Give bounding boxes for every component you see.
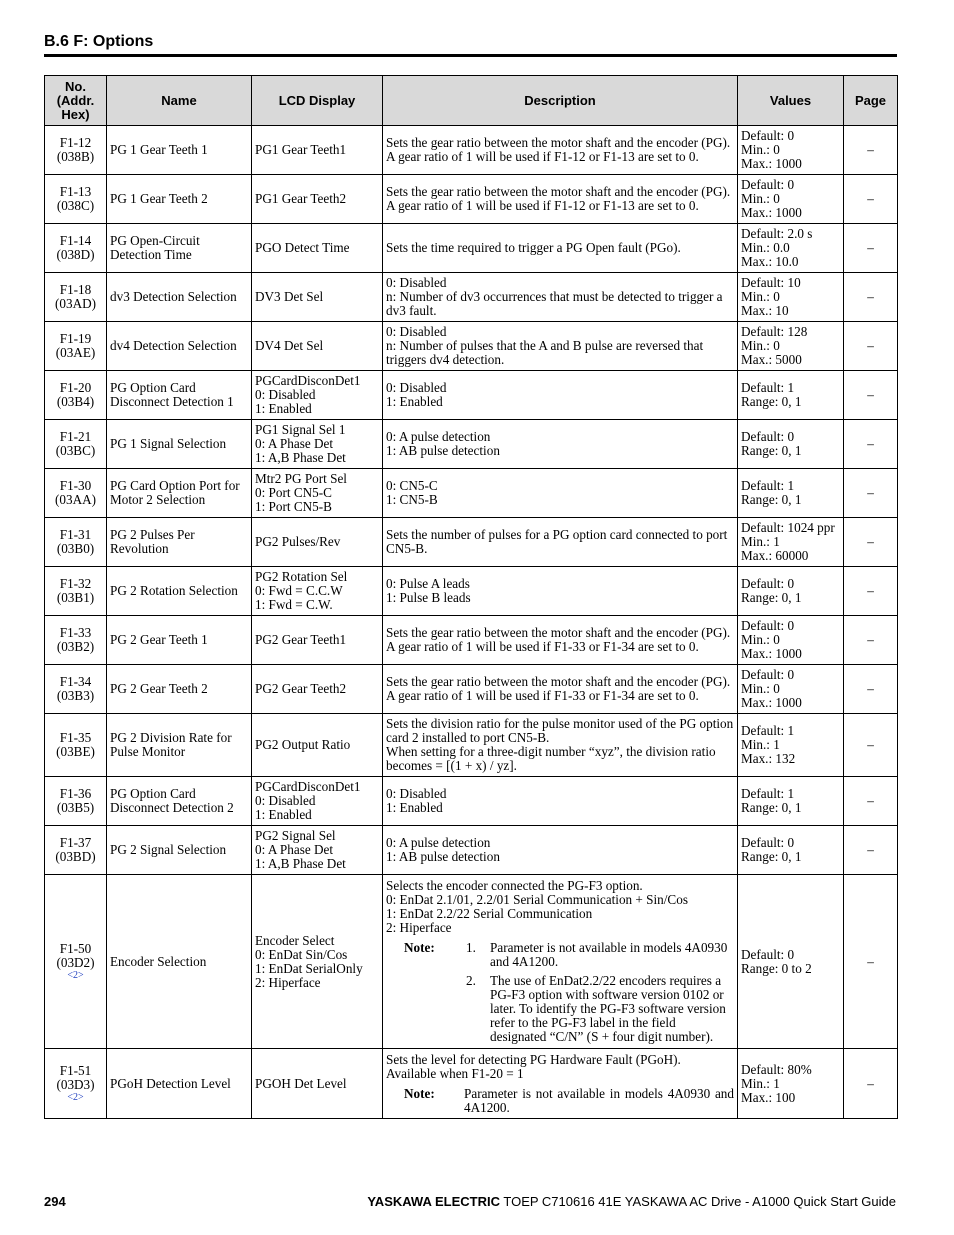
note-text: Parameter is not available in models 4A0930 and 4A1200. (464, 1085, 734, 1115)
values-cell: Default: 128 Min.: 0 Max.: 5000 (738, 322, 844, 371)
parameter-name: PG 1 Gear Teeth 2 (107, 175, 252, 224)
lcd-display: PG1 Gear Teeth2 (252, 175, 383, 224)
lcd-display: PG2 Gear Teeth2 (252, 665, 383, 714)
parameter-number-cell (45, 616, 107, 665)
description-text: Sets the time required to trigger a PG Open fault (PGo). (386, 240, 681, 255)
parameter-name: PG 1 Gear Teeth 1 (107, 126, 252, 175)
description-cell (383, 273, 738, 322)
parameter-name: PG Option Card Disconnect Detection 1 (107, 371, 252, 420)
table-row (45, 1049, 898, 1119)
parameter-name: PG 2 Signal Selection (107, 826, 252, 875)
parameter-number-cell (45, 518, 107, 567)
parameter-number: F1-51 (03D3) (56, 1063, 95, 1092)
parameter-number-cell (45, 777, 107, 826)
values-cell: Default: 0 Range: 0, 1 (738, 826, 844, 875)
parameter-number: F1-32 (03B1) (56, 576, 95, 605)
page-ref-cell: – (844, 273, 898, 322)
description-cell (383, 826, 738, 875)
parameter-name: PG 2 Division Rate for Pulse Monitor (107, 714, 252, 777)
section-title-rule (44, 54, 897, 57)
parameter-number-cell (45, 126, 107, 175)
description-text: 0: Disabled 1: Enabled (386, 380, 447, 409)
values-cell: Default: 0 Min.: 0 Max.: 1000 (738, 616, 844, 665)
parameter-number: F1-31 (03B0) (56, 527, 95, 556)
parameter-number-cell (45, 826, 107, 875)
note-item-number: 2. (466, 973, 476, 988)
table-row (45, 616, 898, 665)
parameter-number: F1-36 (03B5) (56, 786, 95, 815)
parameter-number-cell (45, 714, 107, 777)
parameter-number: F1-30 (03AA) (54, 478, 97, 507)
table-row (45, 420, 898, 469)
footer-doc-info (367, 1194, 896, 1209)
values-cell: Default: 1 Range: 0, 1 (738, 371, 844, 420)
values-cell: Default: 80% Min.: 1 Max.: 100 (738, 1049, 844, 1119)
page-ref-cell: – (844, 714, 898, 777)
lcd-display: PG2 Signal Sel 0: A Phase Det 1: A,B Phase Det (252, 826, 383, 875)
description-text: 0: Disabled n: Number of dv3 occurrences that must be detected to trigger a dv3 fault. (386, 275, 723, 318)
table-header-row (45, 76, 898, 126)
table-row (45, 777, 898, 826)
description-text: Sets the division ratio for the pulse monitor used of the PG option card 2 installed to port CN5-B. When setting for a three-digit number “xyz”, the division ratio becomes = [(1 + x) / yz]. (386, 716, 734, 773)
lcd-display: Mtr2 PG Port Sel 0: Port CN5-C 1: Port CN5-B (252, 469, 383, 518)
parameter-number-cell (45, 273, 107, 322)
description-text: Sets the gear ratio between the motor shaft and the encoder (PG). A gear ratio of 1 will be used if F1-33 or F1-34 are set to 0. (386, 674, 731, 703)
table-row (45, 826, 898, 875)
table-body (45, 126, 898, 1119)
description-cell (383, 371, 738, 420)
parameter-number-cell (45, 875, 107, 1049)
description-cell (383, 322, 738, 371)
parameter-number-cell (45, 1049, 107, 1119)
table-row (45, 469, 898, 518)
parameter-number: F1-33 (03B2) (56, 625, 95, 654)
table-row (45, 175, 898, 224)
parameter-number: F1-50 (03D2) (56, 941, 95, 970)
description-text: 0: CN5-C 1: CN5-B (386, 478, 438, 507)
page-ref-cell: – (844, 665, 898, 714)
description-text: Selects the encoder connected the PG-F3 option. 0: EnDat 2.1/01, 2.2/01 Serial Communication + Sin/Cos 1: EnDat 2.2/22 Serial Communication 2: Hiperface (386, 878, 688, 935)
parameter-name: PG 2 Rotation Selection (107, 567, 252, 616)
values-cell: Default: 1 Min.: 1 Max.: 132 (738, 714, 844, 777)
description-text: 0: A pulse detection 1: AB pulse detection (386, 429, 500, 458)
lcd-display: DV4 Det Sel (252, 322, 383, 371)
parameter-number-cell (45, 371, 107, 420)
values-cell: Default: 0 Range: 0 to 2 (738, 875, 844, 1049)
description-cell (383, 469, 738, 518)
parameter-name: dv4 Detection Selection (107, 322, 252, 371)
lcd-display: DV3 Det Sel (252, 273, 383, 322)
lcd-display: PG2 Rotation Sel 0: Fwd = C.C.W 1: Fwd = C.W. (252, 567, 383, 616)
header-no: No. (Addr. Hex) (45, 76, 107, 126)
description-cell (383, 665, 738, 714)
page-ref-cell: – (844, 322, 898, 371)
note-list (464, 941, 734, 1044)
note-label: Note: (404, 1085, 435, 1101)
note-item-number: 1. (466, 940, 476, 955)
page-ref-cell: – (844, 616, 898, 665)
description-text: 0: Disabled 1: Enabled (386, 786, 447, 815)
parameter-name: PG Option Card Disconnect Detection 2 (107, 777, 252, 826)
page-ref-cell: – (844, 1049, 898, 1119)
description-cell (383, 224, 738, 273)
values-cell: Default: 0 Min.: 0 Max.: 1000 (738, 126, 844, 175)
parameter-number: F1-21 (03BC) (55, 429, 96, 458)
parameter-name: Encoder Selection (107, 875, 252, 1049)
values-cell: Default: 0 Min.: 0 Max.: 1000 (738, 175, 844, 224)
description-text: Sets the gear ratio between the motor shaft and the encoder (PG). A gear ratio of 1 will be used if F1-33 or F1-34 are set to 0. (386, 625, 731, 654)
parameter-number-cell (45, 469, 107, 518)
description-text: Sets the number of pulses for a PG option card connected to port CN5-B. (386, 527, 728, 556)
values-cell: Default: 0 Range: 0, 1 (738, 420, 844, 469)
parameter-number: F1-19 (03AE) (55, 331, 96, 360)
reference-link[interactable]: <2> (67, 1092, 84, 1103)
parameter-number: F1-37 (03BD) (55, 835, 96, 864)
description-cell (383, 126, 738, 175)
note-item-text: The use of EnDat2.2/22 encoders requires a PG-F3 option with software version 0102 or later. To identify the PG-F3 software version refer to the PG-F3 label in the field designated “C/N” (S + four digit number). (490, 973, 726, 1044)
reference-link[interactable]: <2> (67, 970, 84, 981)
table-row (45, 714, 898, 777)
parameter-number: F1-13 (038C) (56, 184, 95, 213)
parameter-name: PG 1 Signal Selection (107, 420, 252, 469)
description-text: Sets the gear ratio between the motor shaft and the encoder (PG). A gear ratio of 1 will be used if F1-12 or F1-13 are set to 0. (386, 184, 731, 213)
page-ref-cell: – (844, 420, 898, 469)
lcd-display: PG1 Signal Sel 1 0: A Phase Det 1: A,B Phase Det (252, 420, 383, 469)
values-cell: Default: 1 Range: 0, 1 (738, 469, 844, 518)
table-row (45, 518, 898, 567)
page-ref-cell: – (844, 175, 898, 224)
table-row (45, 371, 898, 420)
note-item-text: Parameter is not available in models 4A0930 and 4A1200. (490, 940, 728, 969)
lcd-display: PGOH Det Level (252, 1049, 383, 1119)
parameter-number: F1-14 (038D) (56, 233, 95, 262)
footer-brand: YASKAWA ELECTRIC (367, 1194, 500, 1209)
page-ref-cell: – (844, 371, 898, 420)
parameter-number: F1-34 (03B3) (56, 674, 95, 703)
description-cell (383, 616, 738, 665)
parameter-number: F1-18 (03AD) (54, 282, 97, 311)
table-row (45, 875, 898, 1049)
lcd-display: PGCardDisconDet1 0: Disabled 1: Enabled (252, 371, 383, 420)
lcd-display: PGO Detect Time (252, 224, 383, 273)
note-item (464, 974, 734, 1044)
description-cell (383, 420, 738, 469)
parameter-number-cell (45, 665, 107, 714)
header-lcd-display: LCD Display (252, 76, 383, 126)
table-row (45, 224, 898, 273)
description-text: 0: Disabled n: Number of pulses that the A and B pulse are reversed that triggers dv4 detection. (386, 324, 704, 367)
lcd-display: PG2 Output Ratio (252, 714, 383, 777)
page-ref-cell: – (844, 826, 898, 875)
header-values: Values (738, 76, 844, 126)
parameter-name: PG 2 Gear Teeth 1 (107, 616, 252, 665)
table-row (45, 126, 898, 175)
page-number: 294 (44, 1194, 66, 1209)
header-description: Description (383, 76, 738, 126)
values-cell: Default: 2.0 s Min.: 0.0 Max.: 10.0 (738, 224, 844, 273)
description-cell (383, 175, 738, 224)
table-row (45, 273, 898, 322)
parameter-name: PGoH Detection Level (107, 1049, 252, 1119)
description-cell (383, 518, 738, 567)
description-text: Sets the gear ratio between the motor shaft and the encoder (PG). A gear ratio of 1 will be used if F1-12 or F1-13 are set to 0. (386, 135, 731, 164)
description-text: Sets the level for detecting PG Hardware Fault (PGoH). Available when F1-20 = 1 (386, 1051, 681, 1081)
page-ref-cell: – (844, 126, 898, 175)
lcd-display: PGCardDisconDet1 0: Disabled 1: Enabled (252, 777, 383, 826)
parameter-number-cell (45, 420, 107, 469)
parameter-number-cell (45, 175, 107, 224)
footer-doc-title: TOEP C710616 41E YASKAWA AC Drive - A1000 Quick Start Guide (500, 1194, 896, 1209)
lcd-display: PG2 Pulses/Rev (252, 518, 383, 567)
description-cell (383, 875, 738, 1049)
page-ref-cell: – (844, 875, 898, 1049)
parameter-number-cell (45, 567, 107, 616)
page-ref-cell: – (844, 518, 898, 567)
section-title: B.6 F: Options (44, 33, 154, 50)
values-cell: Default: 1024 ppr Min.: 1 Max.: 60000 (738, 518, 844, 567)
note-item (464, 941, 734, 969)
parameter-name: PG Card Option Port for Motor 2 Selection (107, 469, 252, 518)
parameter-number: F1-20 (03B4) (56, 380, 95, 409)
description-cell (383, 777, 738, 826)
parameter-number-cell (45, 322, 107, 371)
parameter-name: PG Open-Circuit Detection Time (107, 224, 252, 273)
page-ref-cell: – (844, 777, 898, 826)
page-ref-cell: – (844, 469, 898, 518)
page-ref-cell: – (844, 224, 898, 273)
description-cell (383, 567, 738, 616)
note (386, 1087, 734, 1115)
parameter-name: dv3 Detection Selection (107, 273, 252, 322)
lcd-display: Encoder Select 0: EnDat Sin/Cos 1: EnDat SerialOnly 2: Hiperface (252, 875, 383, 1049)
header-name: Name (107, 76, 252, 126)
table-row (45, 665, 898, 714)
note-label: Note: (404, 940, 435, 955)
parameter-number: F1-35 (03BE) (56, 730, 95, 759)
description-text: 0: Pulse A leads 1: Pulse B leads (386, 576, 471, 605)
parameter-name: PG 2 Gear Teeth 2 (107, 665, 252, 714)
values-cell: Default: 1 Range: 0, 1 (738, 777, 844, 826)
values-cell: Default: 0 Min.: 0 Max.: 1000 (738, 665, 844, 714)
parameter-number: F1-12 (038B) (56, 135, 95, 164)
parameter-name: PG 2 Pulses Per Revolution (107, 518, 252, 567)
description-text: 0: A pulse detection 1: AB pulse detection (386, 835, 500, 864)
description-cell (383, 714, 738, 777)
lcd-display: PG2 Gear Teeth1 (252, 616, 383, 665)
lcd-display: PG1 Gear Teeth1 (252, 126, 383, 175)
header-page: Page (844, 76, 898, 126)
page-ref-cell: – (844, 567, 898, 616)
note (386, 941, 734, 1044)
parameter-table (44, 75, 898, 1119)
values-cell: Default: 0 Range: 0, 1 (738, 567, 844, 616)
table-row (45, 567, 898, 616)
table-row (45, 322, 898, 371)
parameter-number-cell (45, 224, 107, 273)
description-cell (383, 1049, 738, 1119)
values-cell: Default: 10 Min.: 0 Max.: 10 (738, 273, 844, 322)
